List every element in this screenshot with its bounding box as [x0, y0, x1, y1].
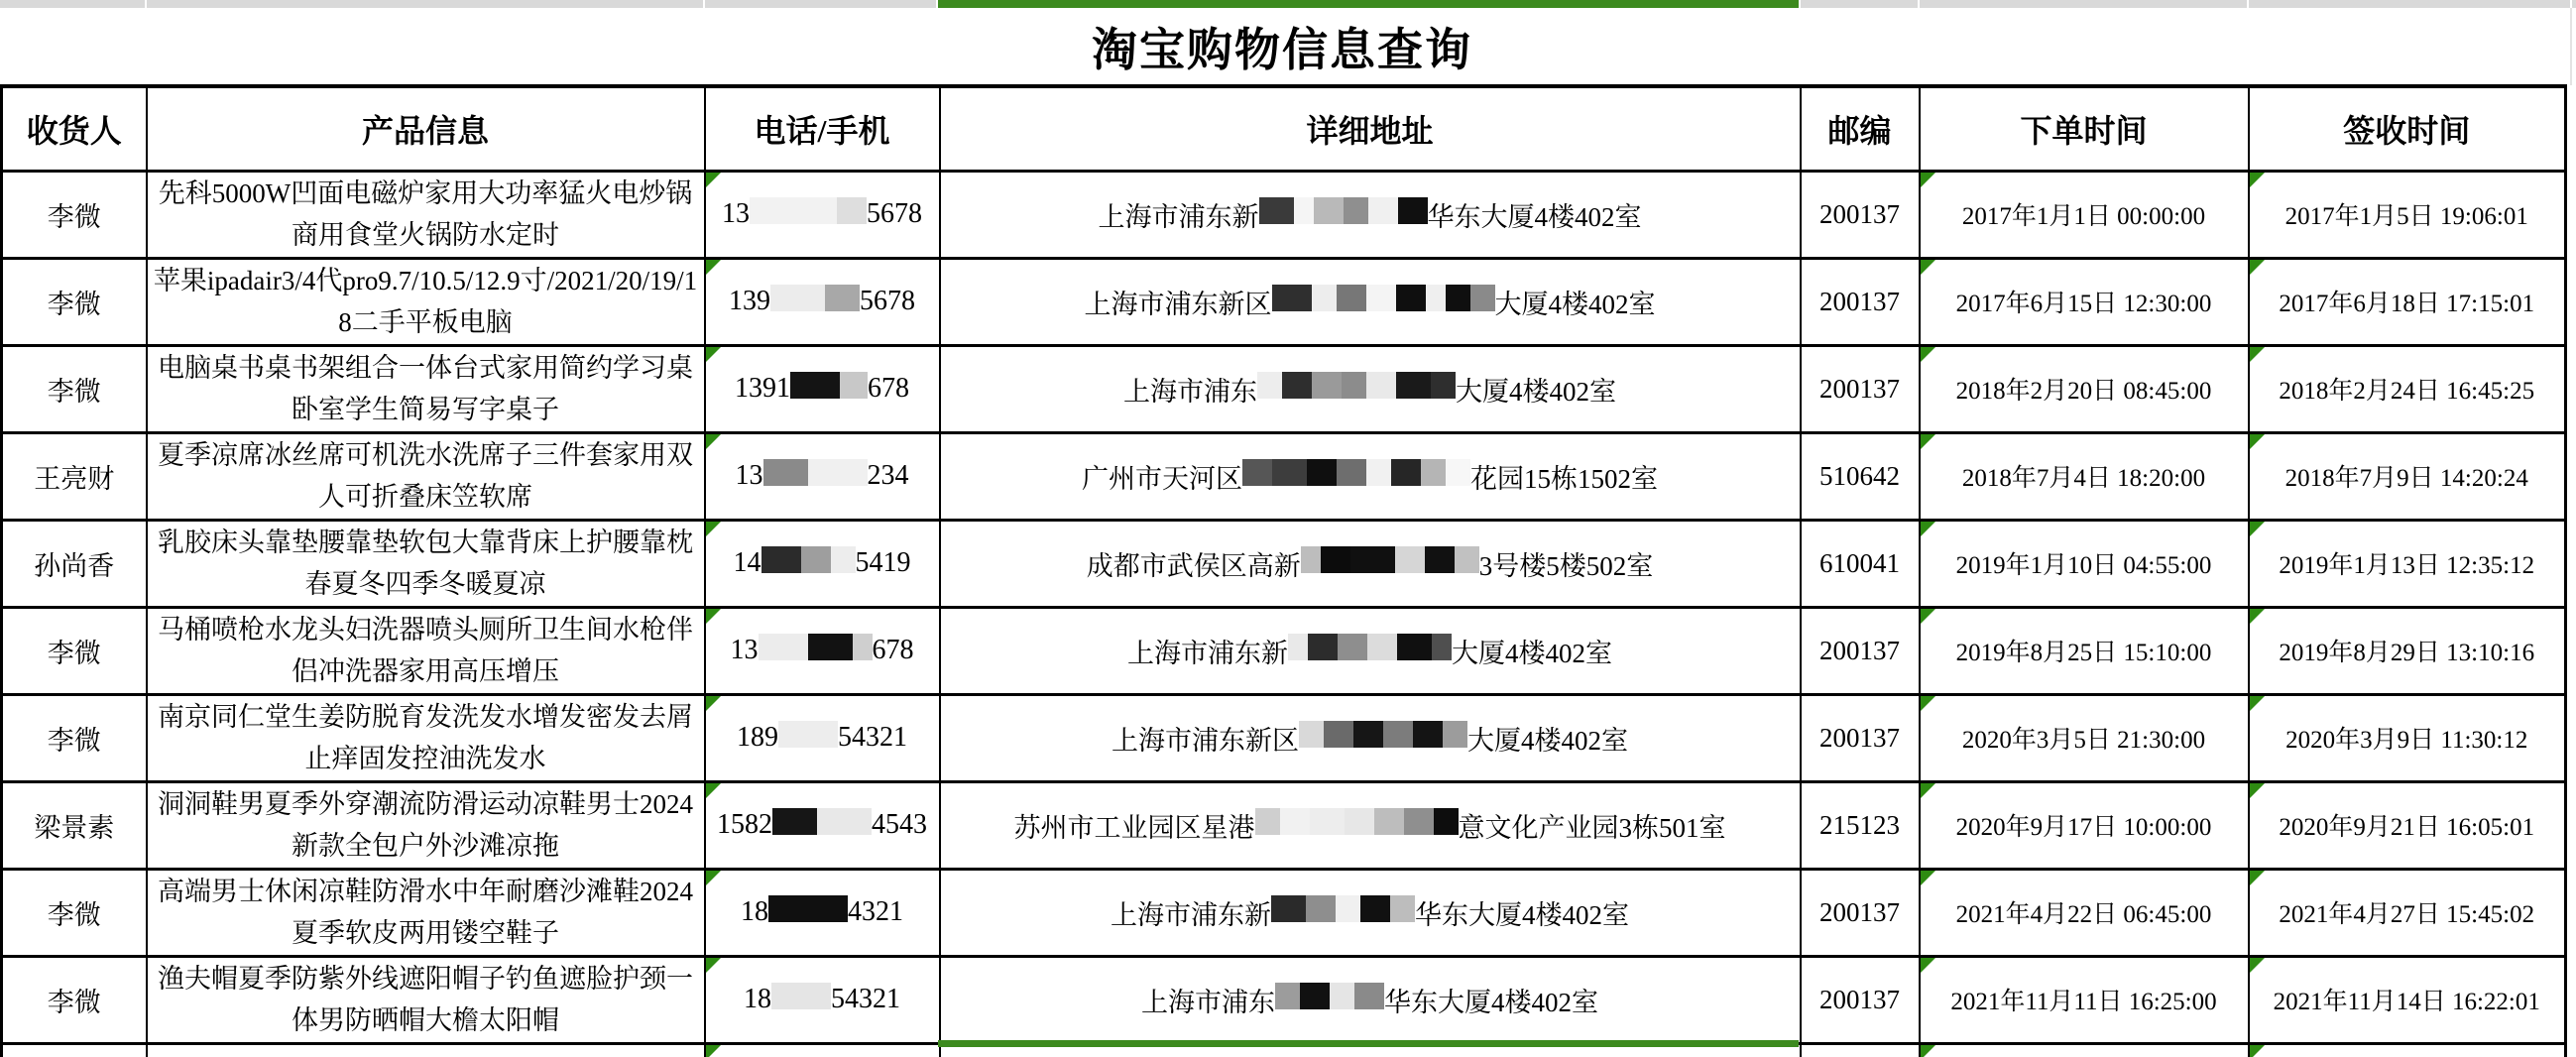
- strip-separator: [145, 0, 147, 8]
- redaction-box: [1312, 285, 1337, 311]
- address: 上海市浦东新 华东大厦4楼402室: [1111, 893, 1629, 932]
- sign-time: 2020年9月21日 16:05:01: [2279, 814, 2535, 841]
- recipient-name: 李微: [47, 289, 101, 319]
- redaction-box: [1255, 808, 1280, 835]
- postal-code: 200137: [1819, 722, 1900, 753]
- redaction-box: [1280, 808, 1310, 835]
- table-row: [2, 520, 2566, 607]
- recipient-name: 李微: [47, 638, 101, 668]
- redaction-box: [808, 459, 868, 486]
- redaction-box: [1390, 895, 1415, 922]
- redaction-box: [1434, 808, 1459, 835]
- order-time: 2018年2月20日 08:45:00: [1955, 378, 2212, 405]
- redaction-box: [1470, 285, 1495, 311]
- redaction-box: [825, 285, 860, 311]
- redaction-box: [1345, 808, 1374, 835]
- table-row: [2, 956, 2566, 1043]
- redaction-box: [1344, 197, 1368, 224]
- strip-separator: [2570, 0, 2572, 8]
- redaction-box: [1324, 721, 1353, 748]
- table-row: [2, 171, 2566, 258]
- redaction-box: [771, 983, 831, 1009]
- address: 苏州市工业园区星港 意文化产业园3栋501室: [1014, 806, 1726, 845]
- address: 成都市武侯区高新 3号楼5楼502室: [1087, 544, 1654, 583]
- product-info: 高端男士休闲凉鞋防滑水中年耐磨沙滩鞋2024夏季软皮两用镂空鞋子: [158, 877, 693, 948]
- redaction-box: [837, 197, 867, 224]
- cell-flag-triangle: [1921, 1045, 1935, 1057]
- product-info: 夏季凉席冰丝席可机洗水洗席子三件套家用双人可折叠床笠软席: [158, 440, 693, 512]
- redaction-box: [1354, 983, 1384, 1009]
- cell-flag-triangle: [1921, 260, 1935, 275]
- redaction-box: [1272, 459, 1307, 486]
- cell-flag-triangle: [2250, 260, 2265, 275]
- redaction-box: [1314, 197, 1344, 224]
- sign-time: 2019年8月29日 13:10:16: [2279, 640, 2535, 666]
- header-order-time: 下单时间: [1920, 86, 2249, 171]
- cell-flag-triangle: [2250, 173, 2265, 187]
- redaction-box: [1299, 721, 1324, 748]
- redaction-box: [1257, 372, 1282, 399]
- header-recipient: 收货人: [2, 86, 147, 171]
- redaction-box: [1455, 546, 1479, 573]
- redaction-box: [1337, 285, 1366, 311]
- redaction-box: [763, 459, 808, 486]
- cell-flag-triangle: [706, 434, 721, 449]
- product-info: 马桶喷枪水龙头妇洗器喷头厕所卫生间水枪伴侣冲洗器家用高压增压: [158, 615, 693, 686]
- redaction-box: [759, 634, 808, 660]
- redaction-box: [840, 372, 868, 399]
- table-row: [2, 781, 2566, 869]
- postal-code: 200137: [1819, 198, 1900, 229]
- redaction-box: [1321, 546, 1350, 573]
- header-product: 产品信息: [147, 86, 705, 171]
- redaction-box: [1360, 895, 1390, 922]
- postal-code: 200137: [1819, 896, 1900, 927]
- redaction-box: [1443, 721, 1467, 748]
- phone-number: 14 5419: [733, 547, 911, 578]
- cell-flag-triangle: [2250, 609, 2265, 624]
- recipient-name: 李微: [47, 201, 101, 232]
- redaction-box: [1306, 895, 1336, 922]
- redaction-box: [1426, 285, 1446, 311]
- cell-flag-triangle: [706, 260, 721, 275]
- cell-flag-triangle: [2250, 522, 2265, 536]
- redaction-box: [1367, 634, 1397, 660]
- redaction-box: [761, 546, 801, 573]
- table-row: [2, 607, 2566, 694]
- header-postal: 邮编: [1801, 86, 1920, 171]
- phone-number: 1582 4543: [717, 809, 927, 840]
- product-info: 洞洞鞋男夏季外穿潮流防滑运动凉鞋男士2024新款全包户外沙滩凉拖: [158, 789, 693, 861]
- selection-highlight-top: [938, 0, 1799, 8]
- order-time: 2019年1月10日 04:55:00: [1955, 552, 2212, 579]
- redaction-box: [770, 285, 825, 311]
- order-time: 2018年7月4日 18:20:00: [1961, 465, 2206, 492]
- cell-flag-triangle: [706, 696, 721, 711]
- postal-code: 200137: [1819, 286, 1900, 316]
- cell-flag-triangle: [2250, 1045, 2265, 1057]
- strip-separator: [1799, 0, 1801, 8]
- redaction-box: [1432, 634, 1452, 660]
- redaction-box: [1425, 546, 1455, 573]
- redaction-box: [1366, 459, 1391, 486]
- redaction-box: [1374, 808, 1404, 835]
- redaction-box: [1366, 372, 1396, 399]
- redaction-box: [1368, 197, 1398, 224]
- redaction-box: [1398, 197, 1428, 224]
- table-row: [2, 694, 2566, 781]
- selection-highlight-bottom: [938, 1040, 1799, 1047]
- address: 上海市浦东新 华东大厦4楼402室: [1099, 195, 1642, 234]
- order-time: 2021年4月22日 06:45:00: [1955, 901, 2212, 928]
- header-address: 详细地址: [940, 86, 1801, 171]
- cell-flag-triangle: [1921, 173, 1935, 187]
- sign-time: 2017年1月5日 19:06:01: [2284, 203, 2528, 230]
- sign-time: 2017年6月18日 17:15:01: [2279, 291, 2535, 317]
- redaction-box: [1397, 634, 1432, 660]
- redaction-box: [1413, 721, 1443, 748]
- redaction-box: [1342, 372, 1366, 399]
- redaction-box: [772, 808, 817, 835]
- strip-separator: [1918, 0, 1920, 8]
- cell-flag-triangle: [2250, 434, 2265, 449]
- cell-flag-triangle: [1921, 347, 1935, 362]
- product-info: 苹果ipadair3/4代pro9.7/10.5/12.9寸/2021/20/19/18二手平板电脑: [153, 266, 698, 337]
- cell-flag-triangle: [706, 958, 721, 973]
- order-time: 2021年11月11日 16:25:00: [1950, 989, 2217, 1015]
- redaction-box: [801, 546, 831, 573]
- recipient-name: 梁景素: [34, 812, 115, 843]
- recipient-name: 孙尚香: [34, 550, 115, 581]
- redaction-box: [1391, 459, 1421, 486]
- product-info: 南京同仁堂生姜防脱育发洗发水增发密发去屑止痒固发控油洗发水: [158, 702, 693, 773]
- product-info: 乳胶床头靠垫腰靠垫软包大靠背床上护腰靠枕春夏冬四季冬暖夏凉: [158, 528, 693, 599]
- redaction-box: [1353, 721, 1383, 748]
- cell-flag-triangle: [2250, 871, 2265, 885]
- page-title: 淘宝购物信息查询: [1092, 24, 1472, 75]
- header-phone: 电话/手机: [705, 86, 940, 171]
- postal-code: 510642: [1819, 460, 1900, 491]
- redaction-box: [1307, 459, 1337, 486]
- table-row: [2, 869, 2566, 956]
- order-time: 2019年8月25日 15:10:00: [1955, 640, 2212, 666]
- cell-flag-triangle: [1921, 871, 1935, 885]
- redaction-box: [750, 197, 837, 224]
- cell-flag-triangle: [1921, 434, 1935, 449]
- strip-separator: [2247, 0, 2249, 8]
- redaction-box: [853, 634, 873, 660]
- cell-flag-triangle: [2250, 696, 2265, 711]
- address: 上海市浦东 大厦4楼402室: [1123, 370, 1616, 409]
- redaction-box: [1338, 634, 1367, 660]
- header-sign-time: 签收时间: [2249, 86, 2566, 171]
- cell-flag-triangle: [2250, 347, 2265, 362]
- redaction-box: [1395, 546, 1425, 573]
- cell-flag-triangle: [2250, 783, 2265, 798]
- product-info: 渔夫帽夏季防紫外线遮阳帽子钓鱼遮脸护颈一体男防晒帽大檐太阳帽: [158, 964, 693, 1035]
- sign-time: 2021年4月27日 15:45:02: [2279, 901, 2535, 928]
- column-guide-line: [2570, 8, 2572, 85]
- recipient-name: 李微: [47, 899, 101, 930]
- cell-flag-triangle: [1921, 522, 1935, 536]
- phone-number: 13 5678: [722, 198, 922, 229]
- redaction-box: [790, 372, 840, 399]
- address: 上海市浦东新 大厦4楼402室: [1127, 632, 1612, 670]
- cell-flag-triangle: [706, 1045, 721, 1057]
- redaction-box: [1300, 983, 1330, 1009]
- redaction-box: [1431, 372, 1456, 399]
- phone-number: 18 54321: [744, 984, 900, 1014]
- phone-number: 13 678: [730, 635, 914, 665]
- postal-code: 200137: [1819, 373, 1900, 404]
- phone-number: 189 54321: [737, 722, 907, 753]
- redaction-box: [1396, 285, 1426, 311]
- phone-number: 18 4321: [741, 896, 903, 927]
- sign-time: 2019年1月13日 12:35:12: [2279, 552, 2535, 579]
- address: 上海市浦东新区 大厦4楼402室: [1112, 719, 1628, 758]
- recipient-name: 李微: [47, 987, 101, 1017]
- redaction-box: [1282, 372, 1312, 399]
- order-time: 2017年1月1日 00:00:00: [1961, 203, 2206, 230]
- redaction-box: [808, 634, 853, 660]
- redaction-box: [1310, 808, 1345, 835]
- recipient-name: 王亮财: [34, 463, 115, 494]
- redaction-box: [778, 721, 838, 748]
- order-time: 2017年6月15日 12:30:00: [1955, 291, 2212, 317]
- redaction-box: [1350, 546, 1395, 573]
- cell-flag-triangle: [706, 783, 721, 798]
- redaction-box: [1337, 459, 1366, 486]
- redaction-box: [1330, 983, 1354, 1009]
- address: 广州市天河区 花园15栋1502室: [1082, 457, 1658, 496]
- sign-time: 2020年3月9日 11:30:12: [2285, 727, 2528, 754]
- cell-flag-triangle: [1921, 958, 1935, 973]
- redaction-box: [1259, 197, 1294, 224]
- redaction-box: [817, 808, 872, 835]
- redaction-box: [1308, 634, 1338, 660]
- cell-flag-triangle: [706, 871, 721, 885]
- cell-flag-triangle: [1921, 783, 1935, 798]
- order-time: 2020年3月5日 21:30:00: [1961, 727, 2206, 754]
- redaction-box: [768, 895, 848, 922]
- redaction-box: [1366, 285, 1396, 311]
- redaction-box: [1242, 459, 1272, 486]
- table-row: [2, 345, 2566, 432]
- address: 上海市浦东 华东大厦4楼402室: [1141, 981, 1598, 1019]
- product-info: 先科5000W凹面电磁炉家用大功率猛火电炒锅商用食堂火锅防水定时: [158, 178, 693, 250]
- table-row: [2, 432, 2566, 520]
- cell-flag-triangle: [706, 347, 721, 362]
- redaction-box: [1446, 285, 1470, 311]
- header-row: [2, 86, 2566, 171]
- redaction-box: [1272, 285, 1312, 311]
- address: 上海市浦东新区 大厦4楼402室: [1085, 283, 1656, 321]
- recipient-name: 李微: [47, 376, 101, 407]
- redaction-box: [1312, 372, 1342, 399]
- sign-time: 2021年11月14日 16:22:01: [2273, 989, 2540, 1015]
- strip-separator: [703, 0, 705, 8]
- redaction-box: [1288, 634, 1308, 660]
- cell-flag-triangle: [706, 173, 721, 187]
- postal-code: 610041: [1819, 547, 1900, 578]
- sign-time: 2018年7月9日 14:20:24: [2284, 465, 2528, 492]
- phone-number: 1391 678: [735, 373, 909, 404]
- sign-time: 2018年2月24日 16:45:25: [2279, 378, 2535, 405]
- order-time: 2020年9月17日 10:00:00: [1955, 814, 2212, 841]
- cell-flag-triangle: [1921, 696, 1935, 711]
- table-row: [2, 258, 2566, 345]
- phone-number: 139 5678: [729, 286, 915, 316]
- redaction-box: [1271, 895, 1306, 922]
- redaction-box: [1396, 372, 1431, 399]
- redaction-box: [1301, 546, 1321, 573]
- redaction-box: [1383, 721, 1413, 748]
- redaction-box: [831, 546, 856, 573]
- spreadsheet-top-strip: [0, 0, 2576, 8]
- cell-flag-triangle: [706, 609, 721, 624]
- cell-flag-triangle: [706, 522, 721, 536]
- redaction-box: [1404, 808, 1434, 835]
- product-info: 电脑桌书桌书架组合一体台式家用简约学习桌卧室学生简易写字桌子: [158, 353, 693, 424]
- redaction-box: [1446, 459, 1470, 486]
- orders-table: [0, 84, 2567, 1057]
- recipient-name: 李微: [47, 725, 101, 756]
- postal-code: 200137: [1819, 984, 1900, 1014]
- cell-flag-triangle: [1921, 609, 1935, 624]
- phone-number: 13 234: [735, 460, 909, 491]
- redaction-box: [1275, 983, 1300, 1009]
- redaction-box: [1294, 197, 1314, 224]
- redaction-box: [1336, 895, 1360, 922]
- postal-code: 215123: [1819, 809, 1900, 840]
- redaction-box: [1421, 459, 1446, 486]
- postal-code: 200137: [1819, 635, 1900, 665]
- cell-flag-triangle: [2250, 958, 2265, 973]
